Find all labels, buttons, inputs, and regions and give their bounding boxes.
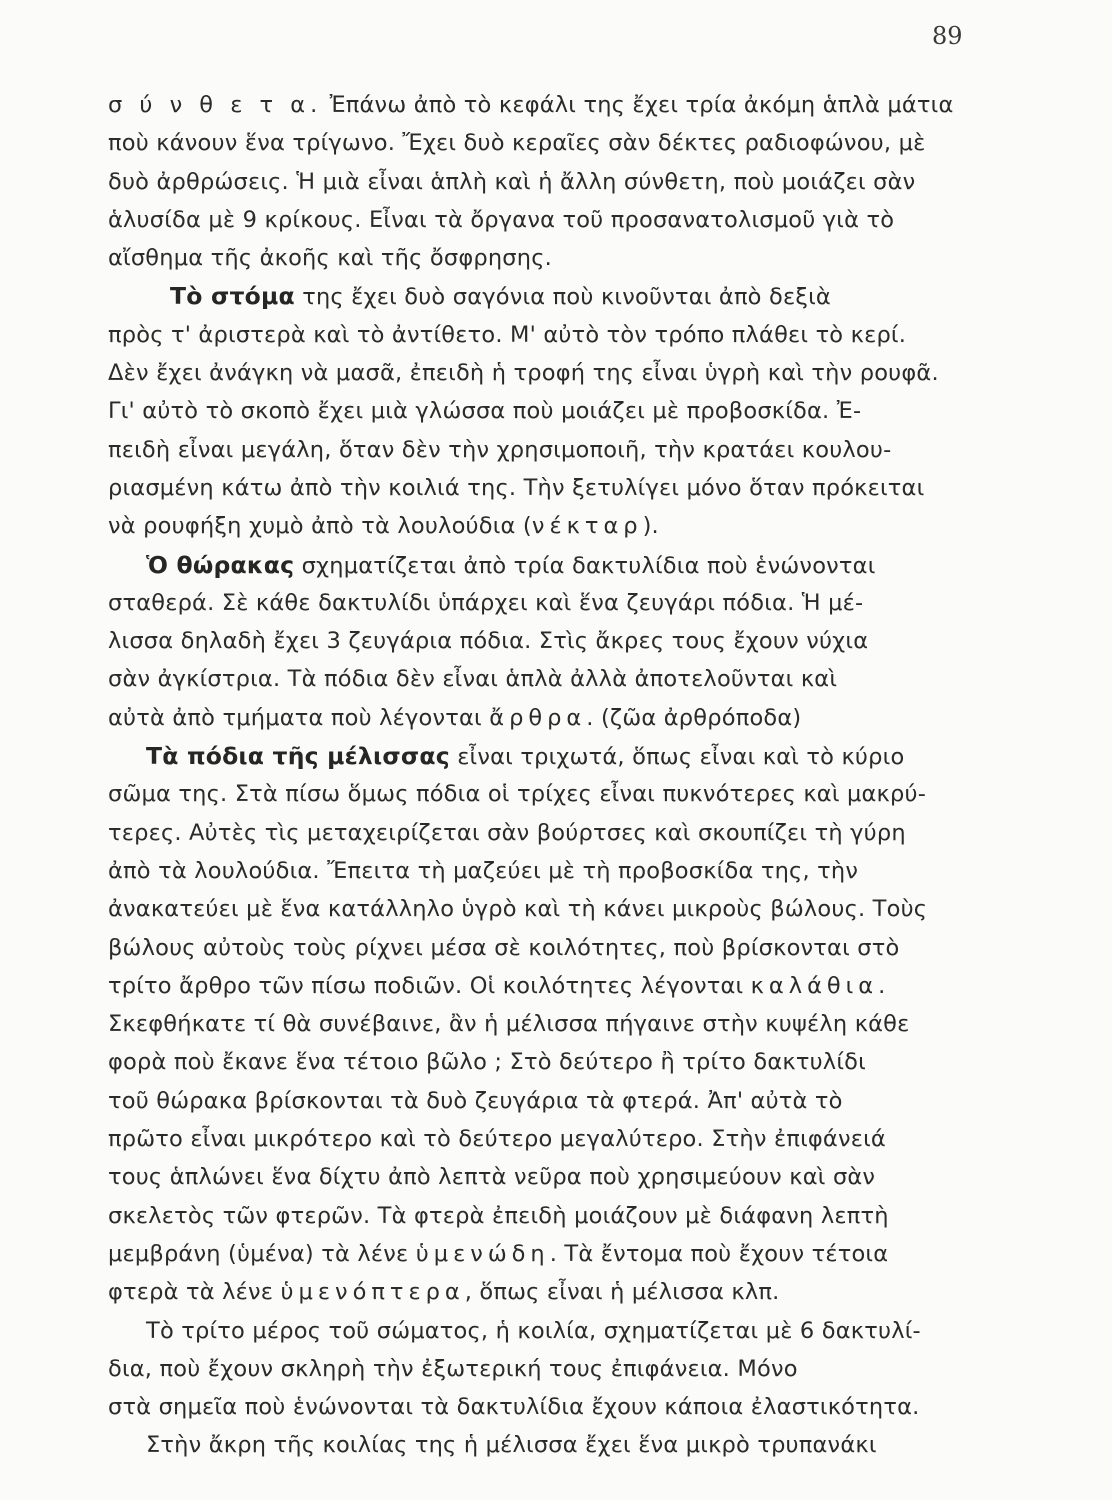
text-run: τοῦ θώρακα βρίσκονται τὰ δυὸ ζευγάρια τὰ φτερά. Ἀπ' αὐτὰ τὸ [108,1087,843,1114]
text-line [108,1120,976,1158]
text-line [108,201,976,239]
spaced-term: σ ύ ν θ ε τ α. [108,92,323,118]
text-run: ). [642,513,659,540]
text-line [108,699,976,737]
section-heading: Τὰ πόδια τῆς μέλισσας [146,742,450,771]
text-run: ριασμένη κάτω ἀπὸ τὴν κοιλιά της. Τὴν ξετυλίγει μόνο ὅταν πρόκειται [108,474,925,501]
text-run: τρίτο ἄρθρο τῶν πίσω ποδιῶν. Οἱ κοιλότητες λέγονται [108,972,751,999]
text-run: βώλους αὐτοὺς τοὺς ρίχνει μέσα σὲ κοιλότητες, ποὺ βρίσκονται στὸ [108,934,900,961]
text-run: ἀπὸ τὰ λουλούδια. Ἔπειτα τὴ μαζεύει μὲ τὴ προβοσκίδα της, τὴν [108,857,859,884]
text-line [108,852,976,890]
text-run: πρῶτο εἶναι μικρότερο καὶ τὸ δεύτερο μεγαλύτερο. Στὴν ἐπιφάνειά [108,1126,886,1153]
text-run: , ὅπως εἶναι ἡ μέλισσα κλπ. [464,1279,780,1306]
body-text [108,86,976,1465]
text-run: δυὸ ἀρθρώσεις. Ἡ μιὰ εἶναι ἁπλὴ καὶ ἡ ἄλλη σύνθετη, ποὺ μοιάζει σὰν [108,168,916,195]
text-run: Σκεφθήκατε τί θὰ συνέβαινε, ἂν ἡ μέλισσα πήγαινε στὴν κυψέλη κάθε [108,1011,910,1038]
text-line [108,890,976,928]
text-line [108,431,976,469]
text-run: . [878,972,886,999]
text-run: φτερὰ τὰ λένε [108,1279,281,1306]
text-line [108,239,976,277]
text-line [108,163,976,201]
spaced-term: νέκταρ [531,513,643,540]
text-run: ἀνακατεύει μὲ ἕνα κατάλληλο ὑγρὸ καὶ τὴ κάνει μικροὺς βώλους. Τοὺς [108,896,928,923]
text-run: Στὴν ἄκρη τῆς κοιλίας της ἡ μέλισσα ἔχει ἕνα μικρὸ τρυπανάκι [146,1432,877,1459]
text-line [108,1350,976,1388]
text-line [108,1388,976,1426]
text-run: δια, ποὺ ἔχουν σκληρὴ τὴν ἐξωτερική τους ἐπιφάνεια. Μόνο [108,1355,798,1382]
text-line [108,1043,976,1081]
text-line [108,622,976,660]
text-line [108,737,976,775]
section-heading: Τὸ στόμα [170,282,295,311]
text-run: σῶμα της. Στὰ πίσω ὅμως πόδια οἱ τρίχες εἶναι πυκνότερες καὶ μακρύ- [108,781,927,808]
text-line [108,584,976,622]
text-line [108,1005,976,1043]
text-run: πρὸς τ' ἀριστερὰ καὶ τὸ ἀντίθετο. Μ' αὐτὸ τὸν τρόπο πλάθει τὸ κερί. [108,321,907,348]
text-line [108,316,976,354]
text-run: . (ζῶα ἀρθρόποδα) [586,704,802,731]
text-run: Γι' αὐτὸ τὸ σκοπὸ ἔχει μιὰ γλώσσα ποὺ μοιάζει μὲ προβοσκίδα. Ἐ- [108,398,862,425]
text-line [108,929,976,967]
text-run: ποὺ κάνουν ἕνα τρίγωνο. Ἔχει δυὸ κεραῖες σὰν δέκτες ραδιοφώνου, μὲ [108,130,926,157]
text-line [108,86,976,124]
text-run: Δὲν ἔχει ἀνάγκη νὰ μασᾶ, ἐπειδὴ ἡ τροφή της εἶναι ὑγρὴ καὶ τὴν ρουφᾶ. [108,360,939,387]
text-line [108,354,976,392]
text-line [108,1197,976,1235]
text-run: σκελετὸς τῶν φτερῶν. Τὰ φτερὰ ἐπειδὴ μοιάζουν μὲ διάφανη λεπτὴ [108,1202,889,1229]
text-run: τους ἁπλώνει ἕνα δίχτυ ἀπὸ λεπτὰ νεῦρα ποὺ χρησιμεύουν καὶ σὰν [108,1164,876,1191]
spaced-term: ὑμενόπτερα [280,1279,465,1306]
spaced-term: ὑμενώδη [415,1240,550,1267]
text-run: μεμβράνη (ὑμένα) τὰ λένε [108,1240,416,1267]
text-run: της ἔχει δυὸ σαγόνια ποὺ κινοῦνται ἀπὸ δεξιὰ [294,284,831,311]
text-run: . Τὰ ἔντομα ποὺ ἔχουν τέτοια [549,1240,889,1267]
spaced-term: ἄρθρα [489,704,587,731]
text-run: σχηματίζεται ἀπὸ τρία δακτυλίδια ποὺ ἑνώνονται [294,552,876,579]
section-heading: Ὁ θώρακας [146,550,295,579]
text-run: εἶναι τριχωτά, ὅπως εἶναι καὶ τὸ κύριο [449,744,905,771]
text-line [108,1082,976,1120]
text-run: αἴσθημα τῆς ἀκοῆς καὶ τῆς ὄσφρησης. [108,245,552,272]
page-number: 89 [932,22,963,50]
text-line [108,507,976,545]
text-line [108,967,976,1005]
text-run: στὰ σημεῖα ποὺ ἑνώνονται τὰ δακτυλίδια ἔχουν κάποια ἐλαστικότητα. [108,1394,920,1421]
text-run: αὐτὰ ἀπὸ τμήματα ποὺ λέγονται [108,704,490,731]
text-run: ἁλυσίδα μὲ 9 κρίκους. Εἶναι τὰ ὄργανα τοῦ προσανατολισμοῦ γιὰ τὸ [108,206,895,233]
text-line [108,277,976,315]
text-line [108,124,976,162]
text-line [108,814,976,852]
spaced-term: καλάθια [750,972,879,999]
text-line [108,775,976,813]
text-line [108,546,976,584]
text-run: πειδὴ εἶναι μεγάλη, ὅταν δὲν τὴν χρησιμοποιῆ, τὴν κρατάει κουλου- [108,436,892,463]
text-line [108,660,976,698]
text-run: τερες. Αὐτὲς τὶς μεταχειρίζεται σὰν βούρτσες καὶ σκουπίζει τὴ γύρη [108,819,906,846]
text-line [108,469,976,507]
text-line [108,1312,976,1350]
text-line [108,1235,976,1273]
text-run: Τὸ τρίτο μέρος τοῦ σώματος, ἡ κοιλία, σχηματίζεται μὲ 6 δακτυλί- [146,1317,921,1344]
text-run: Ἐπάνω ἀπὸ τὸ κεφάλι της ἔχει τρία ἀκόμη ἁπλὰ μάτια [322,92,954,118]
text-line [108,1273,976,1311]
text-run: σὰν ἀγκίστρια. Τὰ πόδια δὲν εἶναι ἁπλὰ ἀλλὰ ἀποτελοῦνται καὶ [108,666,838,693]
text-run: σταθερά. Σὲ κάθε δακτυλίδι ὑπάρχει καὶ ἕνα ζευγάρι πόδια. Ἡ μέ- [108,589,864,616]
text-run: λισσα δηλαδὴ ἔχει 3 ζευγάρια πόδια. Στὶς ἄκρες τους ἔχουν νύχια [108,628,869,655]
text-run: νὰ ρουφήξη χυμὸ ἀπὸ τὰ λουλούδια ( [108,513,532,540]
text-run: φορὰ ποὺ ἔκανε ἕνα τέτοιο βῶλο ; Στὸ δεύτερο ἢ τρίτο δακτυλίδι [108,1049,866,1076]
text-line [108,1426,976,1464]
text-line [108,1158,976,1196]
text-line [108,392,976,430]
